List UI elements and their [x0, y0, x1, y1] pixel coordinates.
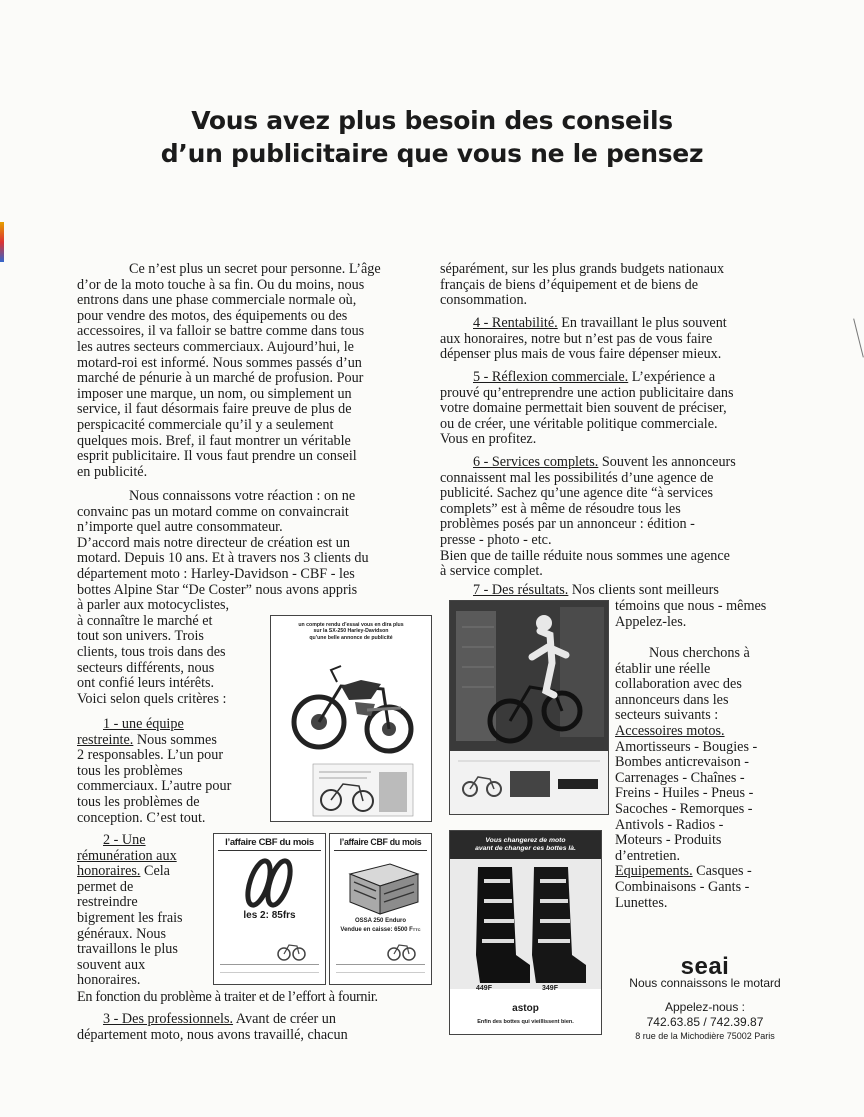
- text-line: Appelez-les.: [615, 613, 687, 630]
- text-line: d’entretien.: [615, 847, 680, 864]
- text-line: Souvent les annonceurs: [598, 454, 736, 470]
- text-line: complets” est à même de résoudre tous les: [440, 500, 681, 517]
- text-line: ou de créer, une véritable politique commerciale.: [440, 415, 718, 432]
- text-line: Cela: [140, 863, 170, 880]
- text-line: séparément, sur les plus grands budgets nationaux: [440, 261, 725, 277]
- section-4-heading: 4 - Rentabilité.: [473, 315, 558, 331]
- text-line: dépenser plus mais de vous faire dépenser mieux.: [440, 346, 722, 363]
- text-line: commerciaux. L’autre pour: [77, 778, 232, 795]
- divider: [336, 964, 425, 965]
- small-motorcycle-icon: [386, 938, 416, 962]
- text-line: clients, tous trois dans des: [77, 643, 226, 660]
- text-line: Amortisseurs - Bougies -: [615, 738, 758, 755]
- boots-slogan: Enfin des bottes qui vieillissent bien.: [477, 1019, 574, 1025]
- section-6-heading: 6 - Services complets.: [473, 454, 599, 470]
- text-line: Lunettes.: [615, 894, 668, 911]
- headline-line-2: d’un publicitaire que vous ne le pensez: [160, 139, 704, 168]
- scan-mark-left: [0, 222, 4, 262]
- text-line: Nous cherchons à: [649, 645, 750, 661]
- section-2: [77, 833, 212, 989]
- section-2-heading-cont: rémunération aux: [77, 847, 177, 864]
- ad-cbf-ossa-price: [330, 918, 431, 934]
- agency-address: 8 rue de la Michodière 75002 Paris: [635, 1031, 775, 1041]
- boots-caption: [450, 837, 601, 853]
- text-line: bottes Alpine Star “De Coster” nous avons appris: [77, 581, 358, 598]
- boots-illustration: [450, 859, 601, 989]
- divider: [334, 850, 427, 851]
- text-line: connaissent mal les possibilités d’une agence de: [440, 469, 714, 486]
- ad-harley-davidson: [270, 615, 432, 822]
- accessories-heading: Accessoires motos.: [615, 722, 725, 739]
- section-2-heading: 2 - Une: [103, 832, 146, 848]
- text-line: Sacoches - Remorques -: [615, 800, 753, 817]
- text-line: L’expérience a: [628, 369, 716, 385]
- section-7-cont: [615, 599, 805, 630]
- ad-cbf-rims: [213, 833, 326, 985]
- sectors-block: [615, 646, 805, 911]
- section-4: [440, 316, 800, 363]
- text-line: Nous sommes: [133, 731, 217, 748]
- text-line: Combinaisons - Gants -: [615, 878, 750, 895]
- section-5: [440, 370, 800, 448]
- section-2-conclusion: En fonction du problème à traiter et de l’effort à fournir.: [77, 989, 378, 1005]
- text-line: bigrement les frais: [77, 909, 183, 926]
- text-line: convainc pas un motard comme on convaincrait: [77, 503, 349, 520]
- text-line: Freins - Huiles - Pneus -: [615, 785, 754, 802]
- text-line: motard-roi est informé. Nous sommes passés d’un: [77, 354, 362, 371]
- boots-price-1: 449F: [476, 985, 492, 992]
- ad-boots: [449, 830, 602, 1035]
- divider: [336, 972, 425, 973]
- text-line: Bombes anticrevaison -: [615, 754, 749, 771]
- caption-line: un compte rendu d’essai vous en dira plus: [298, 622, 404, 628]
- text-line: n’importe quel autre consommateur.: [77, 519, 283, 536]
- headline: [0, 104, 864, 170]
- text-line: Nous connaissons votre réaction : on ne: [129, 488, 356, 504]
- caption-line: sur la SX-250 Harley-Davidson: [313, 628, 389, 635]
- agency-tagline: Nous connaissons le motard: [629, 976, 781, 990]
- ad-cbf-ossa-title: l’affaire CBF du mois: [339, 837, 422, 847]
- text-line: en publicité.: [77, 463, 148, 480]
- text-line: établir une réelle: [615, 660, 711, 677]
- text-line: D’accord mais notre directeur de création est un: [77, 534, 350, 551]
- text-line: presse - photo - etc.: [440, 531, 552, 548]
- text-line: français de biens d’équipement et de biens de: [440, 276, 699, 293]
- text-line: motard. Depuis 10 ans. Et à travers nos 3 clients du: [77, 550, 369, 567]
- right-paragraph-1: [440, 262, 800, 309]
- section-3: [77, 1012, 422, 1043]
- text-line: service, il faut désormais faire preuve de plus de: [77, 401, 352, 418]
- text-line: département moto, nous avons travaillé, chacun: [77, 1026, 348, 1043]
- section-2-heading-cont: honoraires.: [77, 863, 141, 880]
- text-line: pour vendre des motos, des équipements ou des: [77, 307, 348, 324]
- left-paragraph-1: [77, 262, 422, 480]
- text-line: restreindre: [77, 894, 138, 911]
- text-line: problèmes posés par un annonceur : édition -: [440, 516, 695, 533]
- text-line: conception. C’est tout.: [77, 809, 206, 826]
- text-line: travaillons le plus: [77, 941, 178, 958]
- scan-mark-right: [853, 318, 864, 357]
- section-1-heading-cont: restreinte.: [77, 731, 134, 748]
- text-line: quelques mois. Bref, il faut montrer un véritable: [77, 432, 351, 449]
- caption-line: qu’une belle annonce de publicité: [309, 634, 393, 641]
- motorcycle-illustration: [271, 644, 431, 821]
- text-line: Nos clients sont meilleurs: [568, 582, 719, 598]
- headline-line-1: Vous avez plus besoin des conseils: [191, 106, 673, 135]
- text-line: Ce n’est plus un secret pour personne. L’âge: [129, 261, 381, 277]
- text-line: Avant de créer un: [233, 1011, 336, 1027]
- ad-stunt-photo: [449, 600, 609, 815]
- text-line: 2 responsables. L’un pour: [77, 747, 224, 764]
- price-suffix: TTC: [412, 926, 421, 932]
- text-line: tout son univers. Trois: [77, 628, 204, 645]
- text-line: votre domaine permettait bien souvent de préciser,: [440, 400, 727, 417]
- crate-illustration: [340, 856, 422, 916]
- text-line: à service complet.: [440, 563, 543, 580]
- text-line: secteurs suivants :: [615, 707, 719, 724]
- section-5-heading: 5 - Réflexion commerciale.: [473, 369, 629, 385]
- agency-logo: seai: [680, 953, 730, 980]
- caption-line: Vous changerez de moto: [485, 837, 566, 844]
- text-line: esprit publicitaire. Il vous faut prendre un conseil: [77, 448, 357, 465]
- text-line: ont confié leurs intérêts.: [77, 675, 215, 692]
- ad-harley-caption: [275, 622, 427, 641]
- text-line: publicité. Sachez qu’une agence dite “à services: [440, 485, 713, 502]
- text-line: département moto : Harley-Davidson - CBF - les: [77, 565, 355, 582]
- text-line: tous les problèmes: [77, 762, 183, 779]
- phone-numbers: 742.63.85 / 742.39.87: [646, 1015, 764, 1029]
- text-line: Bien que de taille réduite nous sommes une agence: [440, 547, 730, 564]
- equipment-heading: Equipements.: [615, 863, 693, 880]
- text-line: témoins que nous - mêmes: [615, 598, 767, 614]
- text-line: perspicacité commerciale qu’il y a seulement: [77, 416, 334, 433]
- text-line: à parler aux motocyclistes,: [77, 597, 230, 614]
- text-line: imposer une marque, un nom, ou simplement un: [77, 385, 352, 402]
- text-line: à connaître le marché et: [77, 612, 213, 629]
- section-3-heading: 3 - Des professionnels.: [103, 1011, 234, 1027]
- text-line: permet de: [77, 878, 134, 895]
- ad-cbf-rims-title: l’affaire CBF du mois: [225, 837, 314, 848]
- text-line: Casques -: [692, 863, 752, 880]
- text-line: Carrenages - Chaînes -: [615, 769, 745, 786]
- text-line: les autres secteurs commerciaux. Aujourd’hui, le: [77, 338, 354, 355]
- section-1: [77, 717, 267, 826]
- divider: [220, 964, 319, 965]
- text-line: Vous en profitez.: [440, 431, 537, 448]
- section-7-heading: 7 - Des résultats.: [473, 582, 569, 598]
- text-line: d’or de la moto touche à sa fin. Ou du moins, nous: [77, 276, 365, 293]
- boots-price-2: 349F: [542, 985, 558, 992]
- divider: [218, 850, 321, 851]
- section-1-heading: 1 - une équipe: [103, 716, 184, 732]
- boots-brand: astop: [512, 1003, 539, 1014]
- price-line: OSSA 250 Enduro: [354, 918, 407, 924]
- text-line: souvent aux: [77, 956, 146, 973]
- text-line: honoraires.: [77, 972, 141, 989]
- text-line: collaboration avec des: [615, 676, 742, 693]
- text-line: entrons dans une phase commerciale normale où,: [77, 292, 357, 309]
- rims-illustration: [229, 858, 309, 908]
- divider: [220, 972, 319, 973]
- text-line: généraux. Nous: [77, 925, 167, 942]
- text-line: tous les problèmes de: [77, 793, 200, 810]
- text-line: aux honoraires, notre but n’est pas de vous faire: [440, 330, 713, 347]
- text-line: annonceurs dans les: [615, 691, 729, 708]
- text-line: marché de pénurie à un marché de profusion. Pour: [77, 370, 364, 387]
- price-line: Vendue en caisse: 6500 F: [340, 926, 413, 933]
- phone-label: Appelez-nous :: [664, 1000, 746, 1014]
- text-line: prouvé qu’entreprendre une action publicitaire dans: [440, 384, 734, 401]
- text-line: consommation.: [440, 292, 528, 309]
- ad-cbf-rims-price: les 2: 85frs: [243, 910, 296, 921]
- section-6: [440, 455, 800, 580]
- text-line: secteurs différents, nous: [77, 659, 215, 676]
- section-7: [440, 583, 800, 599]
- text-line: Voici selon quels critères :: [77, 690, 227, 707]
- caption-line: avant de changer ces bottes là.: [475, 845, 576, 852]
- text-line: Antivols - Radios -: [615, 816, 724, 833]
- text-line: Moteurs - Produits: [615, 832, 722, 849]
- text-line: accessoires, il va falloir se battre comme dans tous: [77, 323, 365, 340]
- text-line: En travaillant le plus souvent: [557, 315, 727, 331]
- stunt-photo-illustration: [450, 601, 608, 814]
- small-motorcycle-icon: [276, 938, 306, 962]
- ad-cbf-ossa: [329, 833, 432, 985]
